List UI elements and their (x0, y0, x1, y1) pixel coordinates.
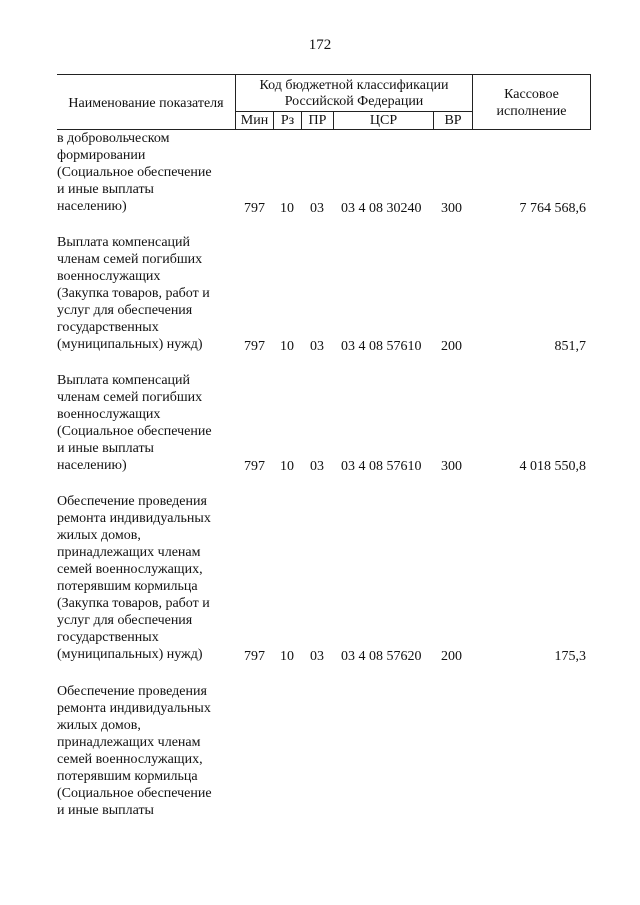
row-pr: 03 (310, 201, 324, 216)
header-vline-3 (590, 74, 591, 129)
row-name-line: (Социальное обеспечение (57, 786, 212, 801)
row-rz: 10 (280, 339, 294, 354)
row-name-line: принадлежащих членам (57, 545, 201, 560)
row-rz: 10 (280, 649, 294, 664)
row-name-line: военнослужащих (57, 269, 161, 284)
row-csr: 03 4 08 57610 (341, 459, 422, 474)
row-amount: 851,7 (554, 339, 586, 354)
header-top-border (57, 74, 591, 75)
header-budget-code-line2: Российской Федерации (284, 94, 424, 109)
row-amount: 175,3 (554, 649, 586, 664)
row-name (57, 493, 237, 663)
header-cash-line1: Кассовое (504, 87, 559, 102)
row-name-line: (Закупка товаров, работ и (57, 596, 210, 611)
row-name-line: (Социальное обеспечение (57, 165, 212, 180)
row-vr: 200 (441, 649, 462, 664)
row-name-line: членам семей погибших (57, 390, 203, 405)
row-name-line: потерявшим кормильца (57, 579, 198, 594)
header-csr: ЦСР (369, 113, 398, 128)
row-min: 797 (244, 201, 265, 216)
row-name-line: государственных (57, 630, 159, 645)
row-amount: 4 018 550,8 (519, 459, 586, 474)
row-name-line: формировании (57, 148, 146, 163)
row-name-line: (муниципальных) нужд) (57, 647, 203, 662)
row-min: 797 (244, 649, 265, 664)
row-pr: 03 (310, 459, 324, 474)
row-name-line: в добровольческом (57, 131, 170, 146)
row-name-line: семей военнослужащих, (57, 752, 203, 767)
row-name-line: услуг для обеспечения (57, 303, 193, 318)
row-name (57, 130, 237, 215)
row-name-line: военнослужащих (57, 407, 161, 422)
row-name (57, 683, 237, 819)
row-name-line: ремонта индивидуальных (57, 701, 211, 716)
row-csr: 03 4 08 57610 (341, 339, 422, 354)
row-csr: 03 4 08 57620 (341, 649, 422, 664)
row-name-line: жилых домов, (57, 718, 141, 733)
row-vr: 300 (441, 201, 462, 216)
row-name (57, 372, 237, 474)
row-name-line: ремонта индивидуальных (57, 511, 211, 526)
row-name-line: (Закупка товаров, работ и (57, 286, 210, 301)
row-name-line: Выплата компенсаций (57, 373, 191, 388)
row-min: 797 (244, 459, 265, 474)
header-rz: Рз (280, 113, 295, 128)
row-name-line: услуг для обеспечения (57, 613, 193, 628)
header-pr: ПР (308, 113, 327, 128)
row-rz: 10 (280, 459, 294, 474)
row-amount: 7 764 568,6 (519, 201, 586, 216)
row-vr: 200 (441, 339, 462, 354)
row-name-line: государственных (57, 320, 159, 335)
row-name-line: Выплата компенсаций (57, 235, 191, 250)
row-name-line: потерявшим кормильца (57, 769, 198, 784)
row-name-line: членам семей погибших (57, 252, 203, 267)
page-number: 172 (308, 37, 332, 53)
row-name-line: (муниципальных) нужд) (57, 337, 203, 352)
header-vr: ВР (444, 113, 462, 128)
row-vr: 300 (441, 459, 462, 474)
row-name-line: Обеспечение проведения (57, 494, 207, 509)
row-name-line: населению) (57, 199, 127, 214)
row-name-line: и иные выплаты (57, 441, 154, 456)
row-pr: 03 (310, 339, 324, 354)
row-name-line: Обеспечение проведения (57, 684, 207, 699)
row-name (57, 234, 237, 353)
row-name-line: (Социальное обеспечение (57, 424, 212, 439)
row-csr: 03 4 08 30240 (341, 201, 422, 216)
row-min: 797 (244, 339, 265, 354)
row-rz: 10 (280, 201, 294, 216)
header-name-column: Наименование показателя (68, 96, 224, 111)
header-cash-line2: исполнение (496, 104, 567, 119)
header-budget-code-line1: Код бюджетной классификации (259, 78, 449, 93)
row-name-line: и иные выплаты (57, 182, 154, 197)
row-name-line: принадлежащих членам (57, 735, 201, 750)
header-min: Мин (240, 113, 269, 128)
row-pr: 03 (310, 649, 324, 664)
row-name-line: и иные выплаты (57, 803, 154, 818)
row-name-line: семей военнослужащих, (57, 562, 203, 577)
row-name-line: населению) (57, 458, 127, 473)
row-name-line: жилых домов, (57, 528, 141, 543)
